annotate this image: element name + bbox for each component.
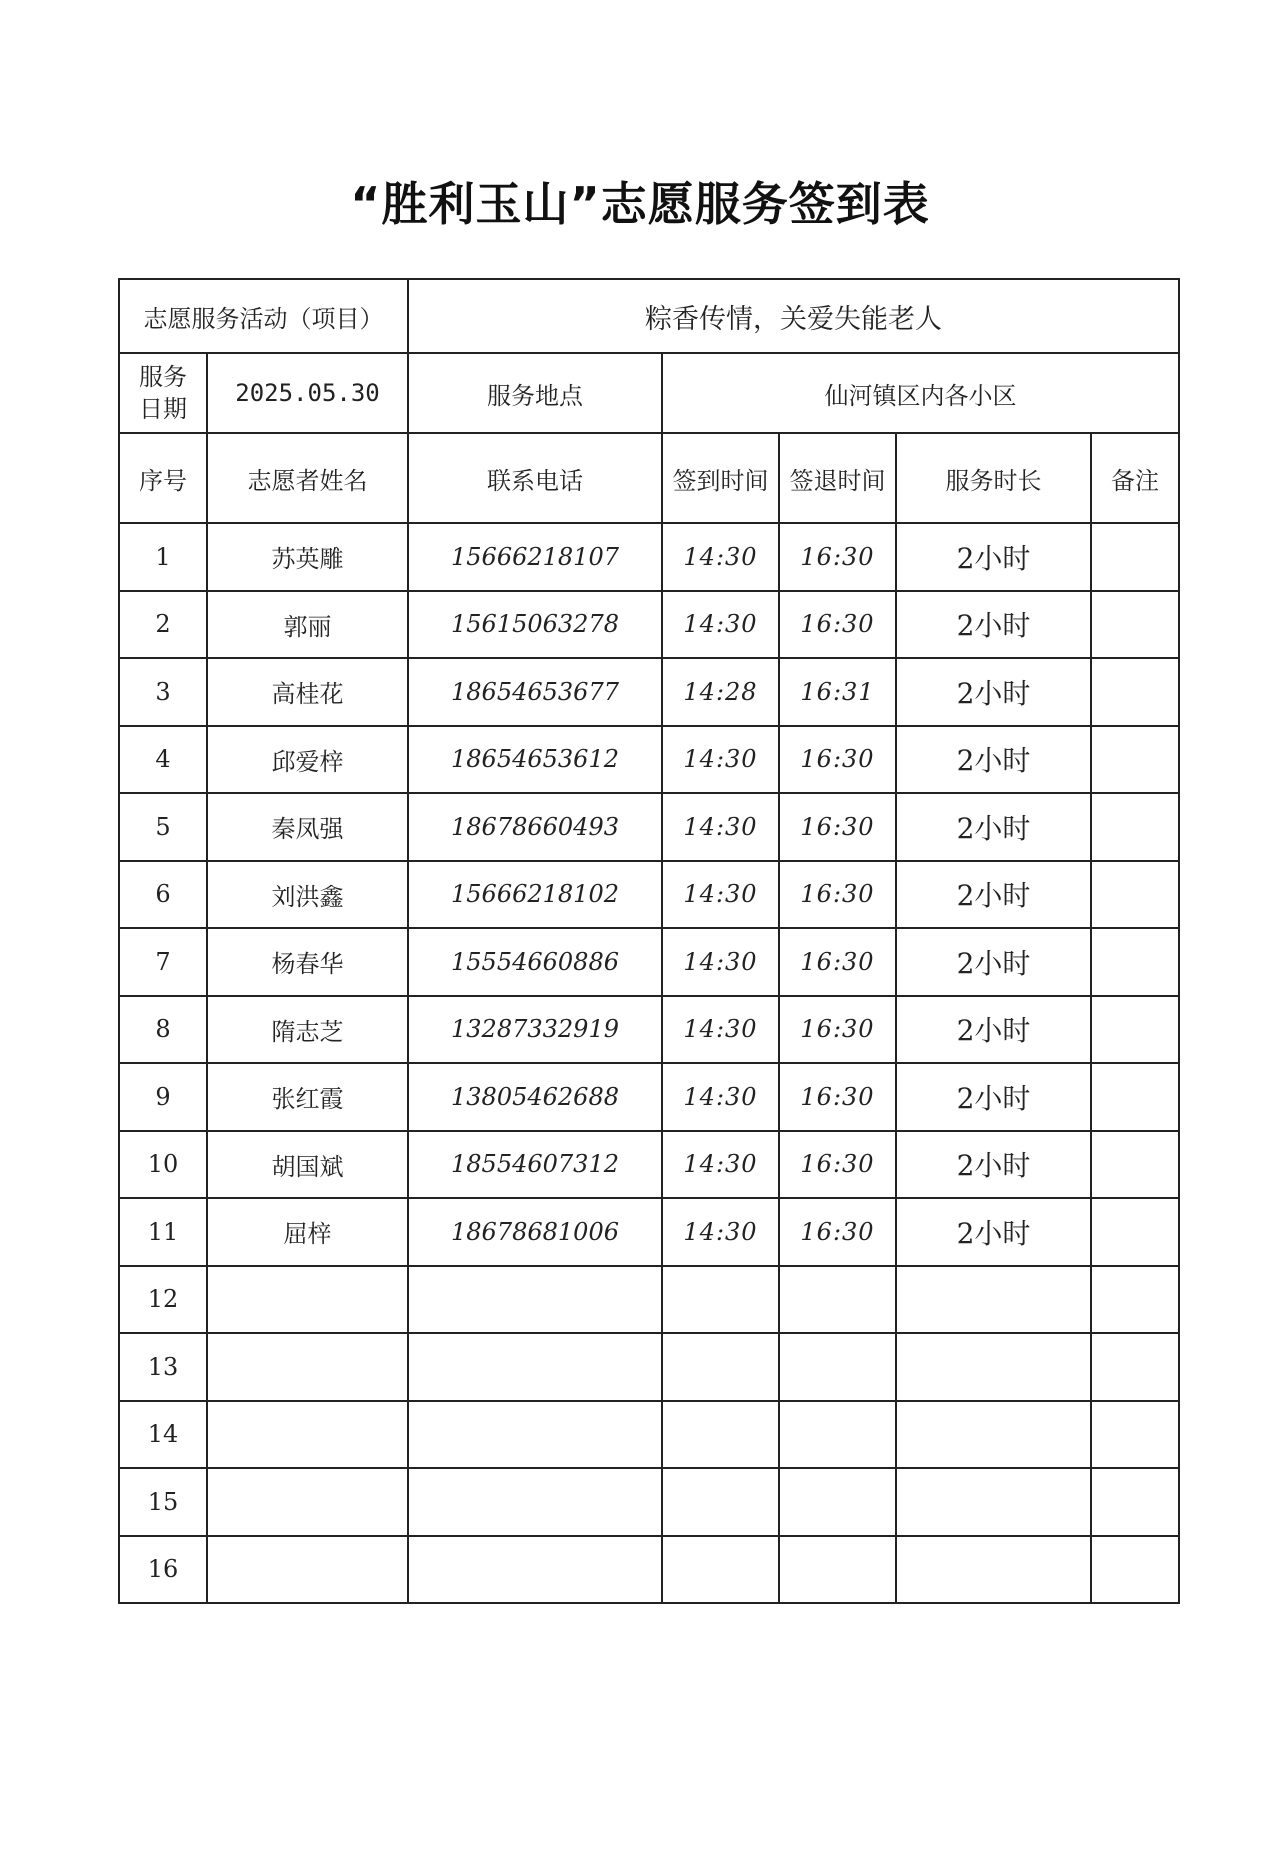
row-remark [1091, 658, 1179, 726]
row-name: 郭丽 [207, 591, 408, 659]
row-checkout: 16:30 [779, 726, 896, 794]
row-duration: 2小时 [896, 861, 1091, 929]
row-name: 高桂花 [207, 658, 408, 726]
table-row [119, 726, 1179, 794]
row-phone: 15615063278 [408, 591, 662, 659]
row-name: 胡国斌 [207, 1131, 408, 1199]
row-phone: 18654653612 [408, 726, 662, 794]
row-seq: 3 [119, 658, 207, 726]
row-checkin: 14:28 [662, 658, 779, 726]
row-checkin [662, 1536, 779, 1604]
row-checkin [662, 1401, 779, 1469]
row-checkout [779, 1468, 896, 1536]
row-remark [1091, 793, 1179, 861]
row-remark [1091, 1063, 1179, 1131]
table-row [119, 1333, 1179, 1401]
row-name: 屈梓 [207, 1198, 408, 1266]
row-checkout: 16:31 [779, 658, 896, 726]
row-remark [1091, 928, 1179, 996]
row-seq: 12 [119, 1266, 207, 1334]
row-phone: 13805462688 [408, 1063, 662, 1131]
row-checkin: 14:30 [662, 1131, 779, 1199]
date-label [119, 353, 207, 433]
date-label-line1: 服务 [139, 363, 187, 391]
row-phone: 15666218102 [408, 861, 662, 929]
row-seq: 15 [119, 1468, 207, 1536]
table-row [119, 1131, 1179, 1199]
row-name [207, 1401, 408, 1469]
row-name: 苏英雕 [207, 523, 408, 591]
row-checkout [779, 1536, 896, 1604]
row-duration: 2小时 [896, 928, 1091, 996]
row-checkin: 14:30 [662, 793, 779, 861]
row-phone [408, 1266, 662, 1334]
table-row [119, 658, 1179, 726]
header-duration: 服务时长 [896, 433, 1091, 523]
row-remark [1091, 1333, 1179, 1401]
row-duration [896, 1266, 1091, 1334]
sign-in-table [118, 278, 1180, 1604]
row-checkout [779, 1401, 896, 1469]
row-name: 张红霞 [207, 1063, 408, 1131]
row-duration [896, 1401, 1091, 1469]
row-duration: 2小时 [896, 658, 1091, 726]
row-checkin: 14:30 [662, 1198, 779, 1266]
row-duration [896, 1468, 1091, 1536]
row-seq: 14 [119, 1401, 207, 1469]
row-checkin: 14:30 [662, 928, 779, 996]
row-duration: 2小时 [896, 793, 1091, 861]
row-phone: 15554660886 [408, 928, 662, 996]
row-checkout: 16:30 [779, 1063, 896, 1131]
row-phone [408, 1333, 662, 1401]
row-name: 刘洪鑫 [207, 861, 408, 929]
row-name [207, 1536, 408, 1604]
row-checkin: 14:30 [662, 591, 779, 659]
row-checkin [662, 1468, 779, 1536]
location-label: 服务地点 [408, 353, 662, 433]
row-remark [1091, 523, 1179, 591]
row-checkout [779, 1333, 896, 1401]
row-remark [1091, 1468, 1179, 1536]
table-row [119, 793, 1179, 861]
row-seq: 7 [119, 928, 207, 996]
row-duration: 2小时 [896, 591, 1091, 659]
row-checkout: 16:30 [779, 861, 896, 929]
row-name [207, 1266, 408, 1334]
row-phone: 18554607312 [408, 1131, 662, 1199]
date-location-row [119, 353, 1179, 433]
row-phone [408, 1468, 662, 1536]
row-checkin: 14:30 [662, 523, 779, 591]
row-name: 隋志芝 [207, 996, 408, 1064]
row-checkout: 16:30 [779, 591, 896, 659]
row-seq: 13 [119, 1333, 207, 1401]
row-name: 杨春华 [207, 928, 408, 996]
row-seq: 1 [119, 523, 207, 591]
row-phone: 18678681006 [408, 1198, 662, 1266]
header-phone: 联系电话 [408, 433, 662, 523]
row-checkin [662, 1266, 779, 1334]
table-row [119, 1468, 1179, 1536]
row-duration: 2小时 [896, 1063, 1091, 1131]
row-remark [1091, 1266, 1179, 1334]
row-seq: 16 [119, 1536, 207, 1604]
table-row [119, 1401, 1179, 1469]
row-remark [1091, 996, 1179, 1064]
row-phone: 15666218107 [408, 523, 662, 591]
table-row [119, 1266, 1179, 1334]
location-value: 仙河镇区内各小区 [662, 353, 1179, 433]
row-seq: 8 [119, 996, 207, 1064]
header-name: 志愿者姓名 [207, 433, 408, 523]
row-checkout: 16:30 [779, 1131, 896, 1199]
row-name: 秦凤强 [207, 793, 408, 861]
row-phone: 18678660493 [408, 793, 662, 861]
activity-value: 粽香传情，关爱失能老人 [408, 279, 1179, 353]
row-checkin: 14:30 [662, 726, 779, 794]
row-checkout [779, 1266, 896, 1334]
row-remark [1091, 861, 1179, 929]
table-row [119, 928, 1179, 996]
table-row [119, 861, 1179, 929]
row-phone [408, 1401, 662, 1469]
row-duration: 2小时 [896, 996, 1091, 1064]
row-seq: 11 [119, 1198, 207, 1266]
row-checkout: 16:30 [779, 1198, 896, 1266]
row-checkin: 14:30 [662, 996, 779, 1064]
row-duration [896, 1333, 1091, 1401]
row-remark [1091, 591, 1179, 659]
row-seq: 10 [119, 1131, 207, 1199]
row-checkout: 16:30 [779, 523, 896, 591]
row-seq: 6 [119, 861, 207, 929]
row-checkin: 14:30 [662, 861, 779, 929]
row-remark [1091, 1536, 1179, 1604]
table-row [119, 1198, 1179, 1266]
row-checkin [662, 1333, 779, 1401]
date-label-line2: 日期 [139, 395, 187, 423]
row-checkin: 14:30 [662, 1063, 779, 1131]
row-duration: 2小时 [896, 523, 1091, 591]
row-duration: 2小时 [896, 1131, 1091, 1199]
row-duration: 2小时 [896, 1198, 1091, 1266]
date-value: 2025.05.30 [207, 353, 408, 433]
table-row [119, 523, 1179, 591]
row-phone: 13287332919 [408, 996, 662, 1064]
row-remark [1091, 726, 1179, 794]
page-title: “胜利玉山”志愿服务签到表 [350, 177, 930, 231]
row-seq: 4 [119, 726, 207, 794]
row-seq: 2 [119, 591, 207, 659]
activity-row [119, 279, 1179, 353]
header-checkin: 签到时间 [662, 433, 779, 523]
row-remark [1091, 1198, 1179, 1266]
table-row [119, 1536, 1179, 1604]
row-remark [1091, 1131, 1179, 1199]
row-duration: 2小时 [896, 726, 1091, 794]
activity-label: 志愿服务活动（项目） [119, 279, 408, 353]
row-seq: 5 [119, 793, 207, 861]
row-seq: 9 [119, 1063, 207, 1131]
row-duration [896, 1536, 1091, 1604]
row-checkout: 16:30 [779, 996, 896, 1064]
table-row [119, 591, 1179, 659]
header-remark: 备注 [1091, 433, 1179, 523]
row-phone: 18654653677 [408, 658, 662, 726]
table-row [119, 1063, 1179, 1131]
header-checkout: 签退时间 [779, 433, 896, 523]
row-name [207, 1468, 408, 1536]
header-seq: 序号 [119, 433, 207, 523]
table-row [119, 996, 1179, 1064]
row-checkout: 16:30 [779, 928, 896, 996]
row-remark [1091, 1401, 1179, 1469]
row-phone [408, 1536, 662, 1604]
row-checkout: 16:30 [779, 793, 896, 861]
header-row [119, 433, 1179, 523]
row-name [207, 1333, 408, 1401]
row-name: 邱爱梓 [207, 726, 408, 794]
